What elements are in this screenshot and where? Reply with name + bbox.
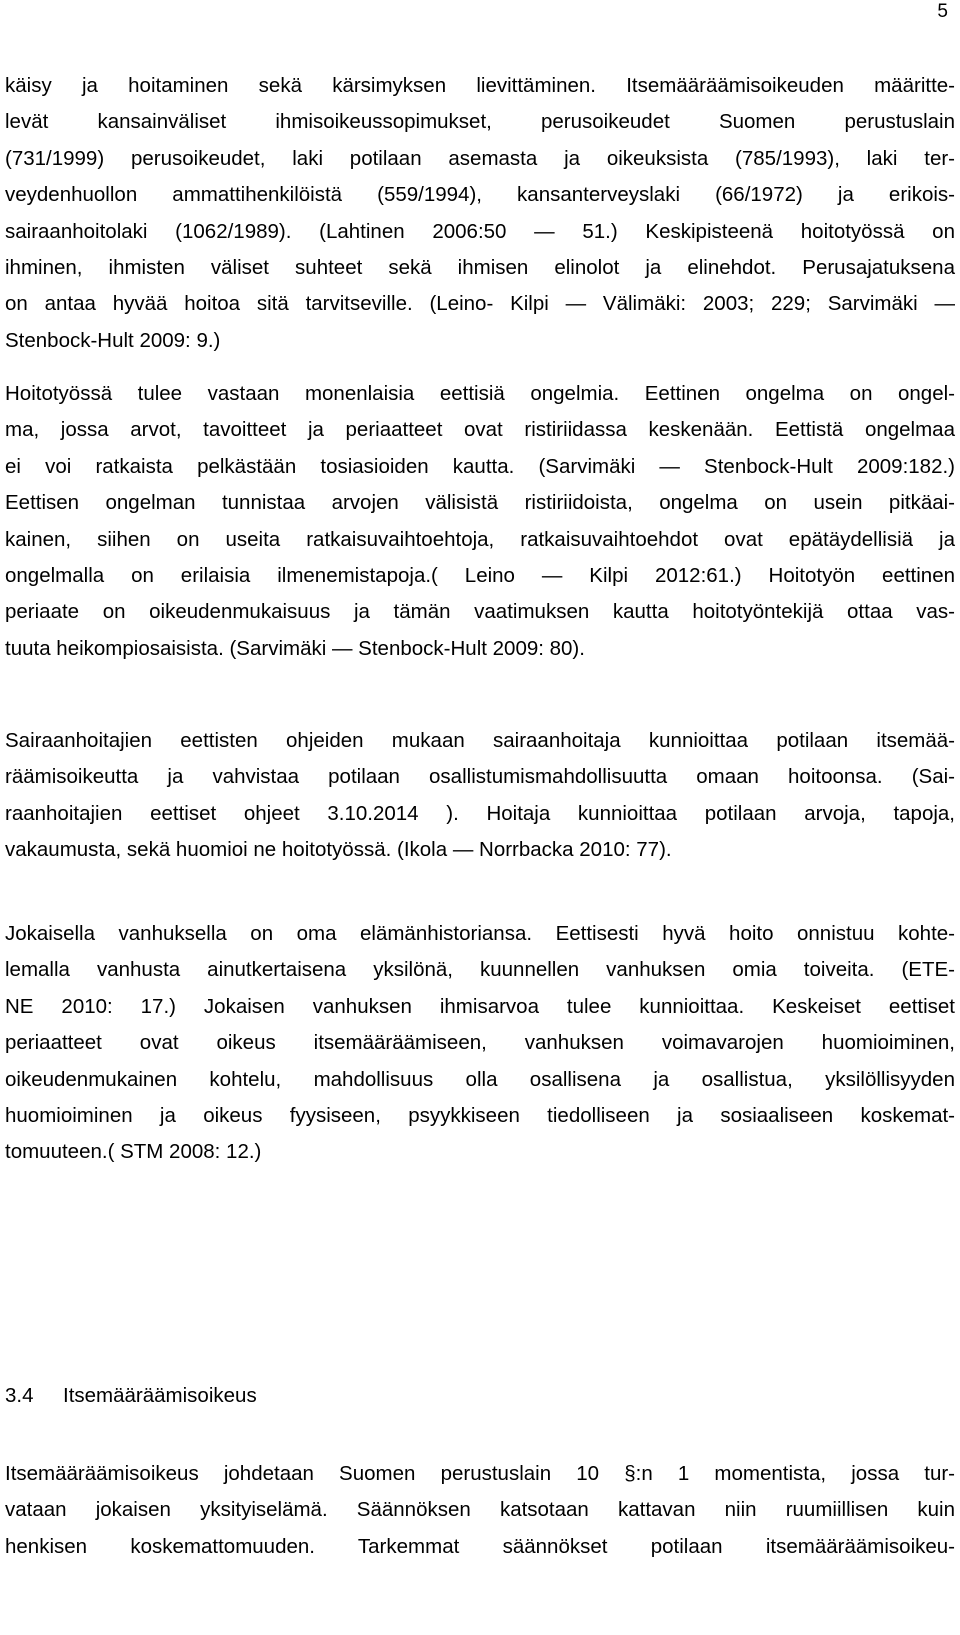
text-line: vataan jokaisen yksityiselämä. Säännöksen katsotaan kattavan niin ruumiillisen kuin [5, 1498, 955, 1522]
section-title: Itsemääräämisoikeus [63, 1384, 257, 1407]
text-line: Hoitotyössä tulee vastaan monenlaisia eettisiä ongelmia. Eettinen ongelma on ongel- [5, 382, 955, 405]
text-line: (731/1999) perusoikeudet, laki potilaan asemasta ja oikeuksista (785/1993), laki ter- [5, 146, 955, 170]
paragraph-4 [5, 916, 955, 1171]
text-line: Jokaisella vanhuksella on oma elämänhistoriansa. Eettisesti hyvä hoito onnistuu kohte- [5, 922, 955, 945]
text-line: kainen, siihen on useita ratkaisuvaihtoehtoja, ratkaisuvaihtoehdot ovat epätäydellisiä ja [5, 527, 955, 551]
text-line: Eettisen ongelman tunnistaa arvojen välisistä ristiriidoista, ongelma on usein pitkäai- [5, 491, 955, 515]
text-line: Itsemääräämisoikeus johdetaan Suomen perustuslain 10 §:n 1 momentista, jossa tur- [5, 1462, 955, 1485]
text-line: ei voi ratkaista pelkästään tosiasioiden kautta. (Sarvimäki ― Stenbock-Hult 2009:182.) [5, 454, 955, 478]
text-line: Stenbock-Hult 2009: 9.) [5, 328, 221, 352]
text-line: käisy ja hoitaminen sekä kärsimyksen lievittäminen. Itsemääräämisoikeuden määritte- [5, 74, 955, 97]
text-line: on antaa hyvää hoitoa sitä tarvitseville. (Leino- Kilpi ― Välimäki: 2003; 229; Sarvimäki ― [5, 292, 955, 316]
text-line: tomuuteen.( STM 2008: 12.) [5, 1140, 262, 1164]
paragraph-5 [5, 1456, 955, 1565]
text-line: Sairaanhoitajien eettisten ohjeiden mukaan sairaanhoitaja kunnioittaa potilaan itsemää- [5, 729, 955, 752]
text-line: ongelmalla on erilaisia ilmenemistapoja.( Leino ― Kilpi 2012:61.) Hoitotyön eettinen [5, 563, 955, 587]
paragraph-3 [5, 723, 955, 869]
text-line: lemalla vanhusta ainutkertaisena yksilönä, kuunnellen vanhuksen omia toiveita. (ETE- [5, 958, 955, 982]
paragraph-2 [5, 376, 955, 667]
page-number: 5 [937, 1, 948, 22]
text-line: raanhoitajien eettiset ohjeet 3.10.2014 ). Hoitaja kunnioittaa potilaan arvoja, tapoja, [5, 801, 955, 825]
text-line: vakaumusta, sekä huomioi ne hoitotyössä. (Ikola ― Norrbacka 2010: 77). [5, 838, 672, 862]
text-line: ihminen, ihmisten väliset suhteet sekä ihmisen elinolot ja elinehdot. Perusajatuksena [5, 255, 955, 279]
text-line: henkisen koskemattomuuden. Tarkemmat säännökset potilaan itsemääräämisoikeu- [5, 1534, 955, 1558]
text-line: NE 2010: 17.) Jokaisen vanhuksen ihmisarvoa tulee kunnioittaa. Keskeiset eettiset [5, 994, 955, 1018]
text-line: ma, jossa arvot, tavoitteet ja periaatteet ovat ristiriidassa keskenään. Eettistä ongelmaa [5, 418, 955, 442]
text-line: tuuta heikompiosaisista. (Sarvimäki ― Stenbock-Hult 2009: 80). [5, 636, 585, 660]
section-number: 3.4 [5, 1384, 34, 1407]
text-line: sairaanhoitolaki (1062/1989). (Lahtinen 2006:50 ― 51.) Keskipisteenä hoitotyössä on [5, 219, 955, 243]
text-line: räämisoikeutta ja vahvistaa potilaan osallistumismahdollisuutta omaan hoitoonsa. (Sai- [5, 765, 955, 789]
text-line: periaate on oikeudenmukaisuus ja tämän vaatimuksen kautta hoitotyöntekijä ottaa vas- [5, 600, 955, 624]
text-line: veydenhuollon ammattihenkilöistä (559/1994), kansanterveyslaki (66/1972) ja erikois- [5, 183, 955, 207]
section-heading [5, 1378, 257, 1414]
text-line: oikeudenmukainen kohtelu, mahdollisuus olla osallisena ja osallistua, yksilöllisyyden [5, 1067, 955, 1091]
text-line: levät kansainväliset ihmisoikeussopimukset, perusoikeudet Suomen perustuslain [5, 110, 955, 134]
text-line: periaatteet ovat oikeus itsemääräämiseen, vanhuksen voimavarojen huomioiminen, [5, 1031, 955, 1055]
text-line: huomioiminen ja oikeus fyysiseen, psyykkiseen tiedolliseen ja sosiaaliseen koskemat- [5, 1103, 955, 1127]
paragraph-1 [5, 68, 955, 359]
